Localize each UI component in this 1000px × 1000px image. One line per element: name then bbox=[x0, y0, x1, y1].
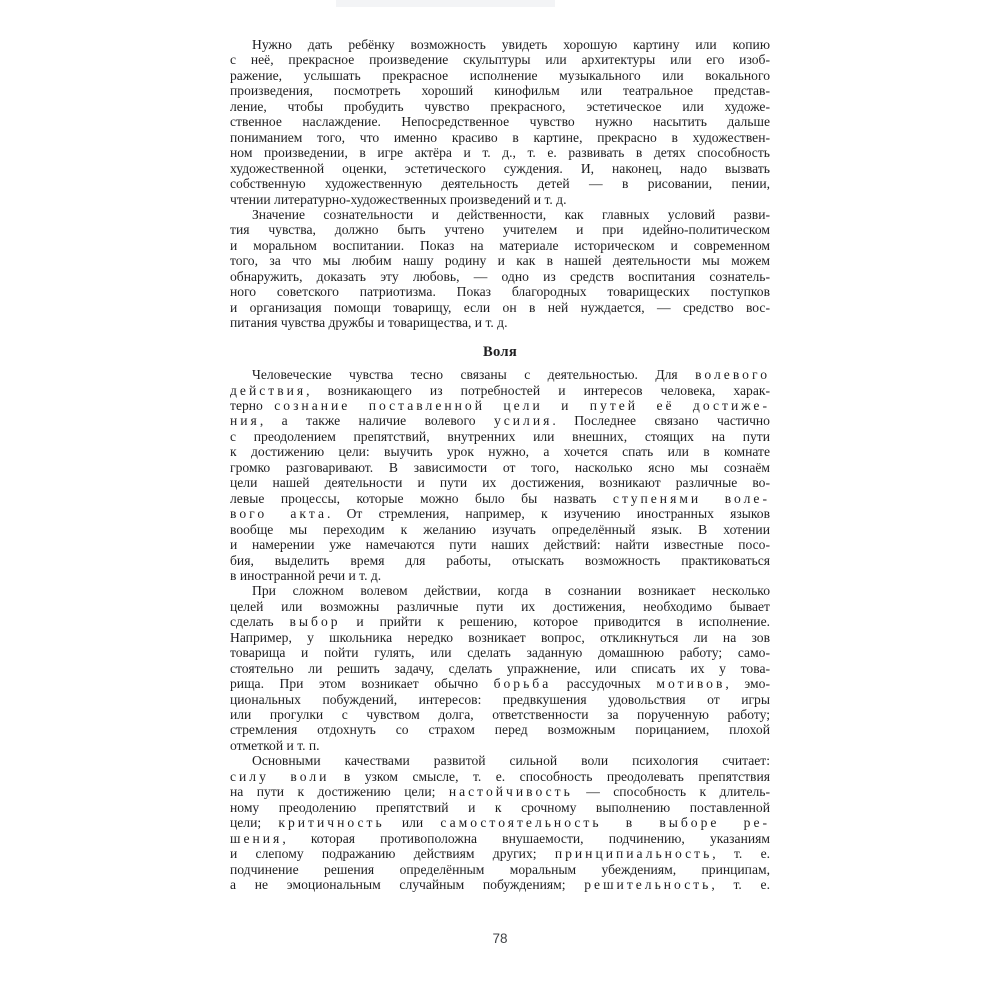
text-column bbox=[230, 37, 770, 892]
text-line: вообще мы переходим к желанию изучать определённый язык. В хотении bbox=[230, 521, 770, 537]
page-number: 78 bbox=[492, 931, 508, 946]
text-line: целей или возможны различные пути их достижения, необходимо бывает bbox=[230, 598, 770, 614]
text-line: сделать выбор и прийти к решению, которое приводится в исполнение. bbox=[230, 614, 770, 630]
text-line: и организация помощи товарищу, если он в ней нуждается, — средство вос- bbox=[230, 299, 770, 315]
text-line: ном произведении, в игре актёра и т. д., т. е. развивать в детях способность bbox=[230, 145, 770, 161]
text-line: товарища и пойти гулять, или сделать заданную домашнюю работу; само- bbox=[230, 645, 770, 661]
text-line: ражение, услышать прекрасное исполнение музыкального или вокального bbox=[230, 67, 770, 83]
text-line: и слепому подражанию действиям других; принципиальность, т. е. bbox=[230, 846, 770, 862]
text-line: с неё, прекрасное произведение скульптуры или архитектуры или его изоб- bbox=[230, 52, 770, 68]
text-line: с преодолением препятствий, внутренних или внешних, стоящих на пути bbox=[230, 428, 770, 444]
text-line: левые процессы, которые можно было бы назвать ступенями воле- bbox=[230, 490, 770, 506]
text-line: тия чувства, должно быть учтено учителем и при идейно-политическом bbox=[230, 222, 770, 238]
text-line: Человеческие чувства тесно связаны с деятельностью. Для волевого bbox=[252, 367, 770, 383]
section-heading: Воля bbox=[482, 343, 518, 360]
text-line: к достижению цели: выучить урок нужно, а хочется спать или в комнате bbox=[230, 444, 770, 460]
text-line: пониманием того, что именно красиво в картине, прекрасно в художествен- bbox=[230, 129, 770, 145]
text-line: стоятельно ли решить задачу, сделать упражнение, или списать их у това- bbox=[230, 660, 770, 676]
text-line: и намерении уже намечаются пути наших действий: найти известные посо- bbox=[230, 537, 770, 553]
text-line: Значение сознательности и действенности, как главных условий разви- bbox=[252, 206, 770, 222]
scan-artifact-top bbox=[336, 0, 555, 7]
text-line: шения, которая противоположна внушаемости, подчинению, указаниям bbox=[230, 830, 770, 846]
text-line: произведения, посмотреть хороший кинофильм или театральное представ- bbox=[230, 83, 770, 99]
text-line: цели нашей деятельности и пути их достижения, возникают различные во- bbox=[230, 475, 770, 491]
text-line: Нужно дать ребёнку возможность увидеть хорошую картину или копию bbox=[252, 37, 770, 52]
text-line: ственное наслаждение. Непосредственное чувство нужно насытить дальше bbox=[230, 114, 770, 130]
text-line: на пути к достижению цели; настойчивость — способность к длитель- bbox=[230, 784, 770, 800]
text-line: питания чувства дружбы и товарищества, и т. д. bbox=[230, 315, 508, 331]
text-line: собственную художественную деятельность детей — в рисовании, пении, bbox=[230, 176, 770, 192]
text-line: или прогулки с чувством долга, ответственности за порученную работу; bbox=[230, 707, 770, 723]
text-line: Например, у школьника нередко возникает вопрос, откликнуться ли на зов bbox=[230, 629, 770, 645]
text-line: обнаружить, доказать эту любовь, — одно из средств воспитания сознатель- bbox=[230, 268, 770, 284]
text-line: При сложном волевом действии, когда в сознании возникает несколько bbox=[252, 583, 770, 599]
text-line: того, за что мы любим нашу родину и как в нашей деятельности мы можем bbox=[230, 253, 770, 269]
text-line: ния, а также наличие волевого усилия. Последнее связано частично bbox=[230, 413, 770, 429]
text-line: чтении литературно-художественных произведений и т. д. bbox=[230, 191, 567, 207]
text-line: подчинение решения определённым моральным убеждениям, принципам, bbox=[230, 861, 770, 877]
text-line: и моральном воспитании. Показ на материале историческом и современном bbox=[230, 237, 770, 253]
text-line: стремления отдохнуть со страхом перед возможным порицанием, плохой bbox=[230, 722, 770, 738]
text-line: Основными качествами развитой сильной воли психология считает: bbox=[252, 753, 770, 769]
text-line: ление, чтобы пробудить чувство прекрасного, эстетическое или художе- bbox=[230, 98, 770, 114]
text-line: в иностранной речи и т. д. bbox=[230, 567, 382, 583]
text-line: а не эмоциональным случайным побуждениям; решительность, т. е. bbox=[230, 877, 770, 893]
text-line: цели; критичность или самостоятельность в выборе ре- bbox=[230, 815, 771, 831]
text-line: вого акта. От стремления, например, к изучению иностранных языков bbox=[230, 506, 770, 522]
text-line: художественной оценки, эстетического суждения. И, наконец, надо вызвать bbox=[230, 160, 770, 176]
text-line: циональных побуждений, интересов: предвкушения удовольствия от игры bbox=[230, 691, 770, 707]
text-line: отметкой и т. п. bbox=[230, 737, 320, 753]
text-line: ного советского патриотизма. Показ благородных товарищеских поступков bbox=[230, 284, 770, 300]
text-line: терно сознание поставленной цели и путей её достиже- bbox=[230, 397, 770, 413]
text-line: бия, выделить время для работы, отыскать возможность практиковаться bbox=[230, 552, 770, 568]
text-line: ному преодолению препятствий и к срочному выполнению поставленной bbox=[230, 799, 770, 815]
text-line: действия, возникающего из потребностей и интересов человека, харак- bbox=[230, 382, 770, 398]
text-line: силу воли в узком смысле, т. е. способность преодолевать препятствия bbox=[230, 768, 770, 784]
text-line: рища. При этом возникает обычно борьба рассудочных мотивов, эмо- bbox=[230, 676, 770, 692]
text-line: громко разговаривают. В зависимости от того, насколько ясно мы сознаём bbox=[230, 459, 770, 475]
